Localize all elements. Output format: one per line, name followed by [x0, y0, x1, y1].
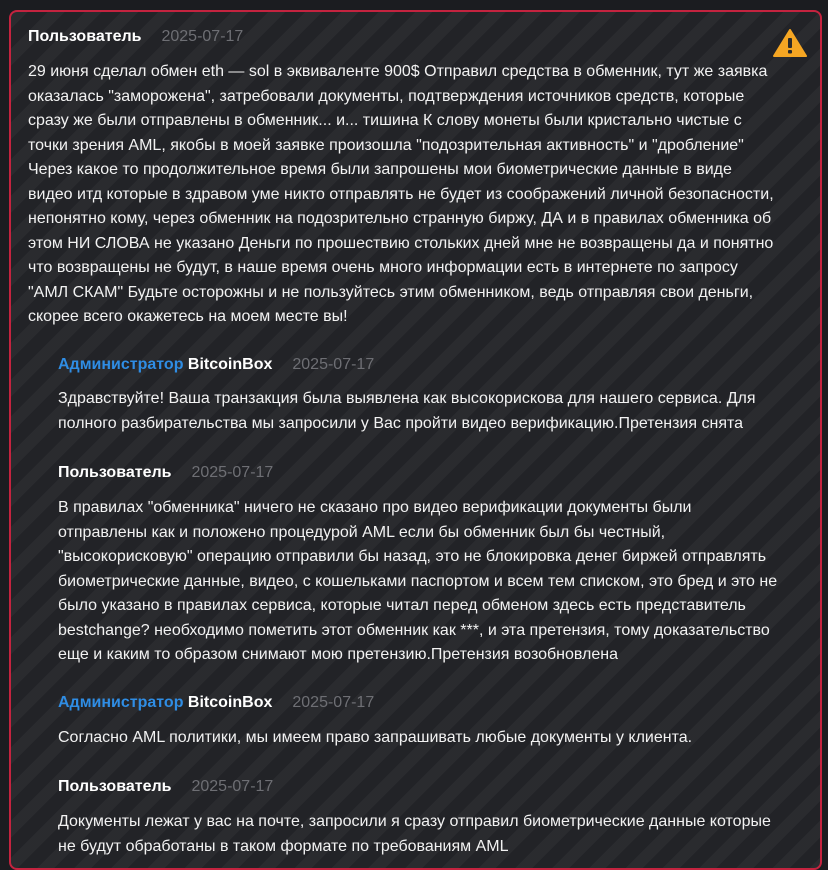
review-line: этом НИ СЛОВА не указано Деньги по прошествию стольких дней мне не возвращены да и понятно: [28, 234, 774, 252]
admin-label: Администратор: [58, 694, 184, 711]
reply-author: Пользователь: [58, 464, 172, 481]
review-line: 29 июня сделал обмен eth — sol в эквиваленте 900$ Отправил средства в обменник, тут же заявка: [28, 63, 768, 80]
reply-line: Согласно AML политики, мы имеем право запрашивать любые документы у клиента.: [58, 729, 693, 746]
reply-date: 2025-07-17: [191, 778, 274, 795]
reply-line: полного разбирательства мы запросили у Вас пройти видео верификацию.Претензия снята: [58, 414, 744, 432]
reply-date: 2025-07-17: [292, 356, 375, 373]
review-line: непонятно кому, через обменник на подозрительно странную биржу, ДА и в правилах обменника об: [28, 210, 772, 227]
reply-text: [58, 387, 756, 436]
review-card: [9, 10, 822, 870]
reply-line: было указано в правилах сервиса, которые читал перед обменом здесь есть представитель: [58, 597, 746, 614]
review-line: сразу же были отправлены в обменник... и... тишина К слову монеты были кристально чистые с: [28, 112, 742, 129]
reply-line: биометрические данные, видео, с кошельками паспортом и всем тем списком, это бред и это не: [58, 572, 778, 590]
reply-line: В правилах "обменника" ничего не сказано про видео верификации документы были: [58, 499, 692, 516]
review-line: "АМЛ СКАМ" Будьте осторожны и не пользуйтесь этим обменником, ведь отправляя свои деньги,: [28, 283, 754, 301]
reply-text: [58, 726, 692, 751]
review-date: 2025-07-17: [161, 28, 244, 45]
review-header: [28, 28, 243, 46]
reply-date: 2025-07-17: [191, 464, 274, 481]
exchanger-name: BitcoinBox: [187, 356, 273, 373]
review-line: Через какое то продолжительное время были запрошены мои биометрические данные в виде: [28, 161, 732, 178]
review-line: видео итд которые в здравом уме никто отправлять не будет из соображений личной безопасности,: [28, 185, 774, 203]
warning-icon: [773, 28, 807, 58]
reply-header: [58, 778, 273, 796]
review-author: Пользователь: [28, 28, 142, 45]
reply-line: Документы лежат у вас на почте, запросили я сразу отправил биометрические данные которые: [58, 813, 771, 830]
reply-line: Здравствуйте! Ваша транзакция была выявлена как высокорискова для нашего сервиса. Для: [58, 390, 756, 407]
reply-header: [58, 356, 374, 374]
reply-line: еще и каким то образом снимают мою претензию.Претензия возобновлена: [58, 646, 619, 663]
reply-text: [58, 810, 771, 859]
reply-text: [58, 496, 777, 668]
review-text: [28, 60, 774, 330]
admin-label: Администратор: [58, 356, 184, 373]
review-line: оказалась "заморожена", затребовали документы, подтверждения источников средств, которые: [28, 87, 745, 105]
reply-date: 2025-07-17: [292, 694, 375, 711]
reply-author: Пользователь: [58, 778, 172, 795]
reply-line: bestchange? необходимо пометить этот обменник как ***, и эта претензия, тому доказательство: [58, 621, 770, 639]
reply-line: не будут обработаны в таком формате по требованиям AML: [58, 837, 509, 855]
reply-line: отправлены как и положено процедурой AML если бы обменник был бы честный,: [58, 523, 666, 541]
reply-header: [58, 464, 273, 482]
reply-header: [58, 694, 374, 712]
exchanger-name: BitcoinBox: [187, 694, 273, 711]
review-line: скорее всего окажетесь на моем месте вы!: [28, 308, 348, 325]
reply-line: "высокорисковую" операцию отправили бы назад, это не блокировка денег биржей отправлять: [58, 548, 767, 565]
review-line: что возвращены не будут, в наше время очень много информации есть в интернете по запросу: [28, 259, 738, 276]
review-line: точки зрения AML, якобы в моей заявке произошла "подозрительная активность" и "дробление": [28, 136, 744, 154]
